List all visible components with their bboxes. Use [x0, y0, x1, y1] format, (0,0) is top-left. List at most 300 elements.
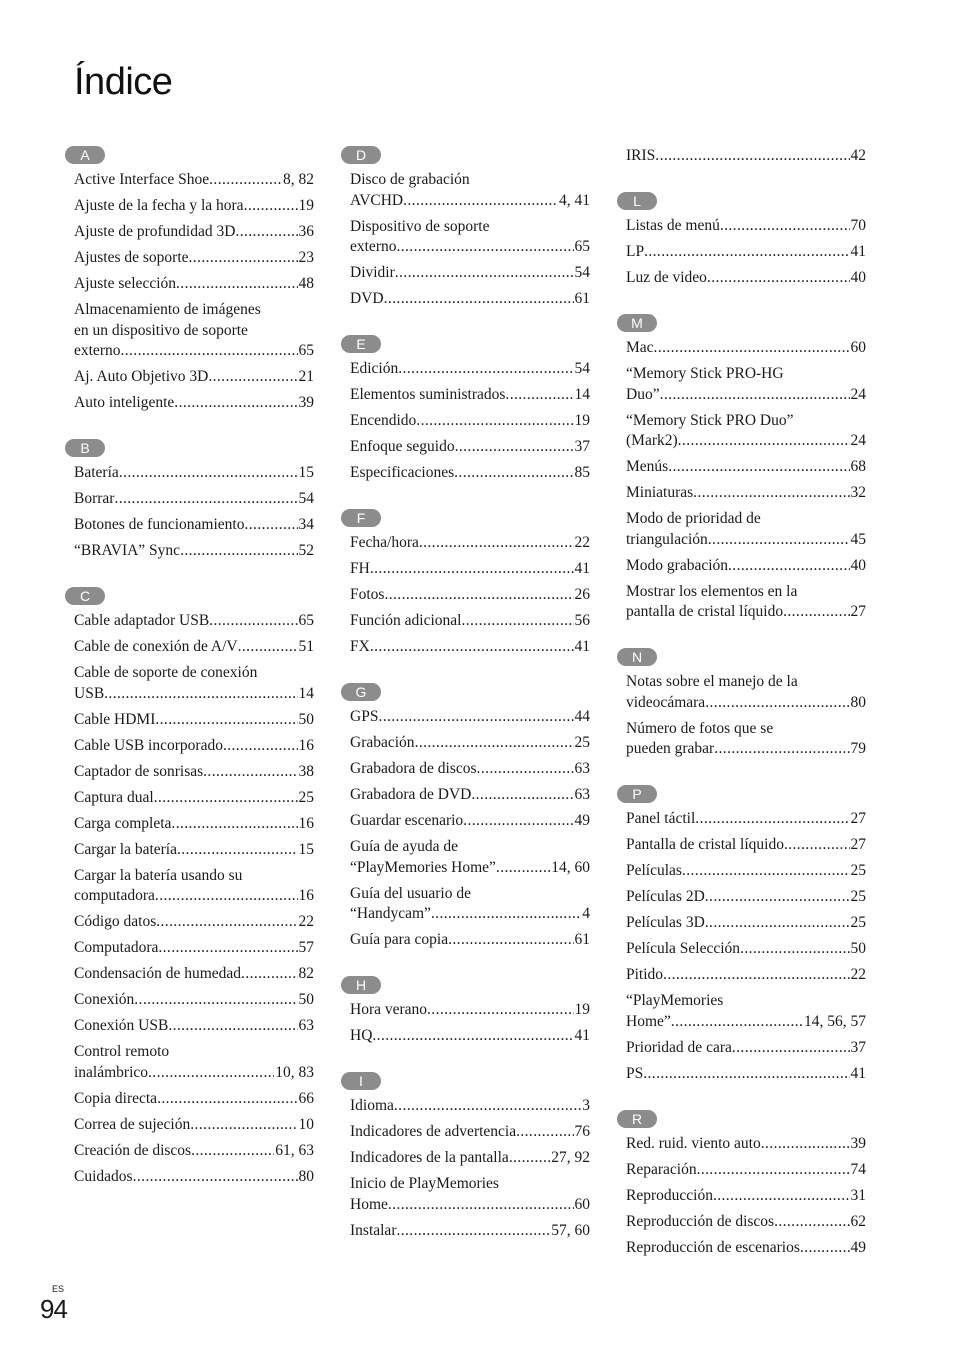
- entry-pages: 70: [850, 217, 866, 234]
- dot-leader: [396, 237, 573, 258]
- entry-text: Active Interface Shoe: [74, 171, 210, 188]
- entry-pages: 49: [850, 1238, 866, 1256]
- index-section: [350, 1072, 590, 1241]
- entry-text: computadora: [74, 887, 155, 904]
- entry-pages: 26: [574, 586, 590, 603]
- dot-leader: [244, 515, 297, 536]
- entry-text: Borrar: [74, 490, 115, 507]
- entry-text: Reparación: [626, 1160, 697, 1178]
- entry-pages: 45: [850, 530, 866, 548]
- dot-leader: [454, 463, 573, 484]
- dot-leader: [190, 1115, 297, 1136]
- dot-leader: [740, 939, 849, 960]
- entry-text: Grabadora de discos: [350, 760, 477, 777]
- index-entry: [350, 1221, 590, 1242]
- dot-leader: [415, 733, 574, 754]
- entry-text: Home: [350, 1195, 388, 1213]
- entry-text: externo: [350, 238, 397, 255]
- entry-pages: 68: [850, 458, 866, 475]
- entry-pages: 16: [298, 814, 314, 832]
- dot-leader: [395, 263, 574, 284]
- dot-leader: [176, 274, 297, 295]
- section-letter-badge: R: [617, 1110, 657, 1128]
- entry-text: Aj. Auto Objetivo 3D: [74, 368, 209, 385]
- index-section: [626, 314, 866, 623]
- index-entry: [626, 719, 866, 760]
- entry-text: Notas sobre el manejo de la: [626, 673, 798, 690]
- index-entry: [74, 710, 314, 731]
- entry-pages: 19: [574, 1001, 590, 1018]
- dot-leader: [800, 1238, 850, 1259]
- index-entry: [626, 242, 866, 263]
- entry-text: Idioma: [350, 1097, 394, 1114]
- entry-text: Guía del usuario de: [350, 884, 471, 902]
- entry-pages: 61: [574, 931, 590, 948]
- entry-pages: 40: [850, 556, 866, 574]
- index-entry: [350, 385, 590, 406]
- entry-text: “PlayMemories: [626, 992, 724, 1009]
- index-entry: [626, 965, 866, 986]
- entry-pages: 25: [574, 734, 590, 751]
- entry-pages: 3: [582, 1097, 590, 1114]
- index-entry: [350, 559, 590, 580]
- entry-pages: 24: [850, 432, 866, 449]
- language-code: ES: [52, 1284, 65, 1294]
- dot-leader: [705, 693, 849, 714]
- dot-leader: [678, 431, 850, 452]
- dot-leader: [157, 1089, 297, 1110]
- index-entry: [350, 759, 590, 780]
- index-entry: [350, 359, 590, 380]
- entry-text: Dividir: [350, 264, 395, 281]
- index-entry: [74, 300, 314, 362]
- entry-pages: 65: [298, 342, 314, 359]
- entry-pages: 41: [574, 638, 590, 655]
- dot-leader: [174, 393, 297, 414]
- entry-text: Fecha/hora: [350, 534, 419, 551]
- index-entry: [74, 762, 314, 783]
- dot-leader: [654, 338, 850, 359]
- entry-text: Guardar escenario: [350, 812, 464, 829]
- index-entry: [350, 1000, 590, 1021]
- entry-pages: 39: [298, 394, 314, 411]
- section-letter-badge: L: [617, 192, 657, 210]
- entry-pages: 27, 92: [551, 1149, 590, 1166]
- entry-text: DVD: [350, 290, 384, 307]
- entry-pages: 8, 82: [283, 171, 314, 188]
- entry-text: triangulación: [626, 530, 708, 548]
- index-entry: [74, 515, 314, 536]
- index-entry: [74, 840, 314, 861]
- entry-text: externo: [74, 342, 121, 359]
- entry-pages: 41: [574, 560, 590, 577]
- entry-pages: 25: [298, 788, 314, 806]
- index-entry: [350, 263, 590, 284]
- entry-pages: 23: [298, 249, 314, 266]
- entry-text: Captura dual: [74, 788, 154, 806]
- entry-pages: 14: [574, 386, 590, 403]
- entry-text: Reproducción: [626, 1186, 713, 1204]
- entry-text: USB: [74, 684, 105, 702]
- entry-pages: 22: [574, 534, 590, 551]
- entry-pages: 15: [298, 840, 314, 858]
- entry-pages: 62: [850, 1212, 866, 1230]
- index-entry: [626, 1134, 866, 1155]
- entry-text: Reproducción de escenarios: [626, 1238, 800, 1256]
- dot-leader: [708, 530, 850, 551]
- dot-leader: [693, 483, 849, 504]
- index-entry: [350, 707, 590, 728]
- section-letter-badge: E: [341, 335, 381, 353]
- index-entry: [626, 991, 866, 1032]
- dot-leader: [154, 788, 298, 809]
- dot-leader: [209, 611, 297, 632]
- dot-leader: [496, 858, 550, 879]
- dot-leader: [156, 912, 297, 933]
- entry-pages: 65: [298, 612, 314, 629]
- dot-leader: [668, 457, 849, 478]
- entry-pages: 57: [298, 939, 314, 956]
- entry-text: Ajuste de profundidad 3D: [74, 223, 236, 240]
- entry-pages: 27: [850, 810, 866, 827]
- entry-text: Instalar: [350, 1221, 397, 1239]
- index-entry: [350, 884, 590, 925]
- entry-pages: 60: [574, 1195, 590, 1213]
- dot-leader: [180, 541, 297, 562]
- entry-pages: 44: [574, 708, 590, 725]
- dot-leader: [655, 146, 849, 167]
- entry-text: IRIS: [626, 147, 656, 164]
- index-entry: [350, 533, 590, 554]
- index-entry: [74, 367, 314, 388]
- index-column-3: [626, 146, 866, 1264]
- index-column-1: [74, 146, 314, 1193]
- index-entry: [350, 463, 590, 484]
- index-entry: [626, 887, 866, 908]
- entry-text: Batería: [74, 464, 119, 481]
- entry-pages: 76: [574, 1123, 590, 1140]
- dot-leader: [774, 1212, 849, 1233]
- index-entry: [626, 146, 866, 167]
- index-entry: [74, 248, 314, 269]
- index-entry: [350, 1148, 590, 1169]
- section-letter-badge: C: [65, 587, 105, 605]
- entry-text: FH: [350, 560, 370, 577]
- entry-pages: 32: [850, 484, 866, 501]
- entry-text: Indicadores de la pantalla: [350, 1149, 509, 1166]
- entry-pages: 52: [298, 542, 314, 559]
- index-entry: [350, 1174, 590, 1215]
- dot-leader: [471, 785, 573, 806]
- dot-leader: [134, 990, 297, 1011]
- dot-leader: [223, 736, 298, 757]
- entry-pages: 34: [298, 516, 314, 533]
- index-entry: [350, 585, 590, 606]
- entry-pages: 27: [850, 836, 866, 853]
- index-entry: [74, 912, 314, 933]
- entry-pages: 61, 63: [275, 1141, 314, 1159]
- entry-text: GPS: [350, 708, 379, 725]
- index-entry: [626, 835, 866, 856]
- dot-leader: [660, 385, 850, 406]
- dot-leader: [477, 759, 574, 780]
- index-entry: [74, 866, 314, 907]
- entry-text: Número de fotos que se: [626, 719, 774, 737]
- dot-leader: [663, 965, 849, 986]
- dot-leader: [784, 835, 850, 856]
- index-entry: [350, 437, 590, 458]
- entry-pages: 4: [582, 905, 590, 922]
- entry-text: Cable de conexión de A/V: [74, 638, 238, 655]
- dot-leader: [388, 1195, 574, 1216]
- entry-pages: 21: [298, 368, 314, 385]
- index-section: [350, 335, 590, 484]
- page-title: Índice: [74, 61, 173, 104]
- index-entry: [74, 964, 314, 985]
- index-section: [626, 192, 866, 289]
- index-entry: [626, 1160, 866, 1181]
- entry-text: Auto inteligente: [74, 394, 175, 411]
- section-letter-badge: P: [617, 785, 657, 803]
- index-entry: [350, 785, 590, 806]
- entry-text: Indicadores de advertencia: [350, 1123, 517, 1140]
- index-section: [350, 976, 590, 1047]
- dot-leader: [644, 242, 849, 263]
- entry-text: PS: [626, 1064, 644, 1082]
- entry-pages: 41: [850, 1064, 866, 1082]
- entry-text: “Memory Stick PRO-HG: [626, 365, 784, 382]
- dot-leader: [119, 463, 298, 484]
- entry-pages: 16: [298, 736, 314, 754]
- entry-pages: 24: [850, 385, 866, 403]
- dot-leader: [384, 585, 573, 606]
- entry-pages: 27: [850, 603, 866, 620]
- dot-leader: [705, 913, 850, 934]
- entry-pages: 54: [574, 264, 590, 281]
- entry-text: AVCHD: [350, 191, 404, 209]
- dot-leader: [398, 359, 573, 380]
- entry-pages: 31: [850, 1186, 866, 1204]
- index-entry: [74, 938, 314, 959]
- section-letter-badge: B: [65, 439, 105, 457]
- index-entry: [74, 1016, 314, 1037]
- dot-leader: [133, 1167, 298, 1188]
- dot-leader: [643, 1064, 849, 1085]
- entry-text: Dispositivo de soporte: [350, 217, 490, 235]
- entry-pages: 22: [298, 913, 314, 930]
- entry-text: Conexión USB: [74, 1017, 169, 1034]
- dot-leader: [705, 887, 850, 908]
- dot-leader: [455, 437, 574, 458]
- index-entry: [350, 930, 590, 951]
- entry-text: Modo grabación: [626, 556, 729, 574]
- index-entry: [74, 990, 314, 1011]
- index-section: [350, 509, 590, 658]
- index-column-2: [350, 146, 590, 1247]
- entry-text: Películas 2D: [626, 888, 705, 905]
- entry-pages: 50: [298, 991, 314, 1008]
- entry-text: Elementos suministrados: [350, 386, 506, 403]
- index-entry: [626, 556, 866, 577]
- dot-leader: [155, 710, 297, 731]
- index-entry: [626, 1186, 866, 1207]
- entry-text: Botones de funcionamiento: [74, 516, 245, 533]
- index-entry: [626, 483, 866, 504]
- entry-pages: 80: [298, 1167, 314, 1185]
- entry-pages: 25: [850, 914, 866, 931]
- entry-pages: 61: [574, 290, 590, 307]
- entry-pages: 37: [574, 438, 590, 455]
- entry-pages: 39: [850, 1134, 866, 1152]
- section-letter-badge: D: [341, 146, 381, 164]
- entry-text: Copia directa: [74, 1089, 158, 1107]
- entry-text: “Handycam”: [350, 905, 431, 922]
- index-entry: [74, 1042, 314, 1083]
- index-entry: [74, 1089, 314, 1110]
- section-letter-badge: H: [341, 976, 381, 994]
- index-entry: [74, 611, 314, 632]
- entry-text: Inicio de PlayMemories: [350, 1175, 499, 1192]
- entry-text: LP: [626, 243, 645, 260]
- index-entry: [350, 1026, 590, 1047]
- entry-text: Menús: [626, 458, 669, 475]
- dot-leader: [168, 1016, 297, 1037]
- entry-text: videocámara: [626, 693, 706, 711]
- index-entry: [626, 1238, 866, 1259]
- entry-text: Edición: [350, 360, 399, 377]
- entry-text: “BRAVIA” Sync: [74, 542, 181, 559]
- entry-pages: 40: [850, 269, 866, 286]
- dot-leader: [462, 611, 574, 632]
- section-letter-badge: I: [341, 1072, 381, 1090]
- section-letter-badge: A: [65, 146, 105, 164]
- index-entry: [626, 913, 866, 934]
- dot-leader: [189, 248, 298, 269]
- index-entry: [74, 637, 314, 658]
- index-entry: [626, 1212, 866, 1233]
- index-section: [626, 785, 866, 1084]
- entry-text: Mac: [626, 339, 654, 356]
- dot-leader: [238, 637, 298, 658]
- entry-pages: 50: [850, 940, 866, 957]
- entry-text: pueden grabar: [626, 740, 715, 757]
- entry-pages: 19: [298, 197, 314, 214]
- entry-text: Reproducción de discos: [626, 1212, 775, 1230]
- section-letter-badge: N: [617, 648, 657, 666]
- entry-text: Pitido: [626, 966, 664, 983]
- dot-leader: [783, 602, 849, 623]
- index-entry: [626, 809, 866, 830]
- dot-leader: [158, 938, 297, 959]
- entry-text: Cable adaptador USB: [74, 612, 210, 629]
- entry-text: Red. ruid. viento auto: [626, 1134, 761, 1152]
- entry-pages: 79: [850, 740, 866, 757]
- entry-pages: 25: [850, 888, 866, 905]
- index-entry: [626, 672, 866, 713]
- entry-pages: 49: [574, 812, 590, 829]
- entry-pages: 22: [850, 966, 866, 983]
- index-entry: [350, 411, 590, 432]
- index-entry: [350, 811, 590, 832]
- entry-text: (Mark2): [626, 432, 678, 449]
- index-entry: [74, 196, 314, 217]
- entry-text: Cable USB incorporado: [74, 736, 223, 754]
- entry-text: Encendido: [350, 412, 417, 429]
- entry-pages: 63: [574, 786, 590, 803]
- entry-pages: 82: [298, 965, 314, 982]
- index-section: [350, 683, 590, 951]
- index-entry: [626, 861, 866, 882]
- dot-leader: [761, 1134, 850, 1155]
- entry-pages: 57, 60: [551, 1221, 590, 1239]
- entry-text: HQ: [350, 1027, 373, 1044]
- entry-pages: 63: [574, 760, 590, 777]
- entry-text: Guía para copia: [350, 931, 449, 948]
- dot-leader: [104, 684, 297, 705]
- entry-pages: 37: [850, 1038, 866, 1056]
- entry-pages: 14, 60: [551, 858, 590, 876]
- index-entry: [350, 837, 590, 878]
- index-entry: [626, 582, 866, 623]
- entry-text: Listas de menú: [626, 217, 720, 234]
- entry-text: Grabadora de DVD: [350, 786, 472, 803]
- entry-text: Película Selección: [626, 940, 741, 957]
- entry-text: Cuidados: [74, 1167, 133, 1185]
- entry-text: Ajuste selección: [74, 275, 177, 292]
- entry-text: Cargar la batería: [74, 840, 177, 858]
- dot-leader: [370, 637, 574, 658]
- dot-leader: [505, 385, 573, 406]
- entry-text: Hora verano: [350, 1001, 428, 1018]
- dot-leader: [370, 559, 574, 580]
- entry-text: Luz de video: [626, 269, 707, 286]
- entry-pages: 85: [574, 464, 590, 481]
- dot-leader: [171, 814, 297, 835]
- index-entry: [350, 637, 590, 658]
- index-section: [74, 587, 314, 1187]
- entry-text: Control remoto: [74, 1043, 170, 1060]
- index-entry: [350, 1096, 590, 1117]
- dot-leader: [148, 1063, 274, 1084]
- index-entry: [350, 289, 590, 310]
- entry-pages: 41: [574, 1027, 590, 1044]
- entry-pages: 25: [850, 862, 866, 879]
- entry-text: Miniaturas: [626, 484, 694, 501]
- dot-leader: [155, 886, 298, 907]
- entry-text: Función adicional: [350, 612, 462, 629]
- index-entry: [74, 1115, 314, 1136]
- index-entry: [350, 611, 590, 632]
- entry-pages: 14, 56, 57: [804, 1012, 866, 1030]
- entry-pages: 42: [850, 147, 866, 164]
- entry-pages: 80: [850, 693, 866, 711]
- index-section: [626, 146, 866, 167]
- entry-text: Disco de grabación: [350, 171, 470, 188]
- index-entry: [350, 1122, 590, 1143]
- dot-leader: [695, 809, 849, 830]
- index-entry: [350, 217, 590, 258]
- entry-text: Home”: [626, 1012, 671, 1030]
- index-entry: [74, 1167, 314, 1188]
- entry-text: pantalla de cristal líquido: [626, 603, 784, 620]
- dot-leader: [732, 1038, 850, 1059]
- dot-leader: [209, 170, 282, 191]
- entry-text: Código datos: [74, 913, 157, 930]
- entry-text: Condensación de humedad: [74, 965, 242, 982]
- entry-text: Modo de prioridad de: [626, 510, 761, 527]
- section-letter-badge: M: [617, 314, 657, 332]
- section-letter-badge: G: [341, 683, 381, 701]
